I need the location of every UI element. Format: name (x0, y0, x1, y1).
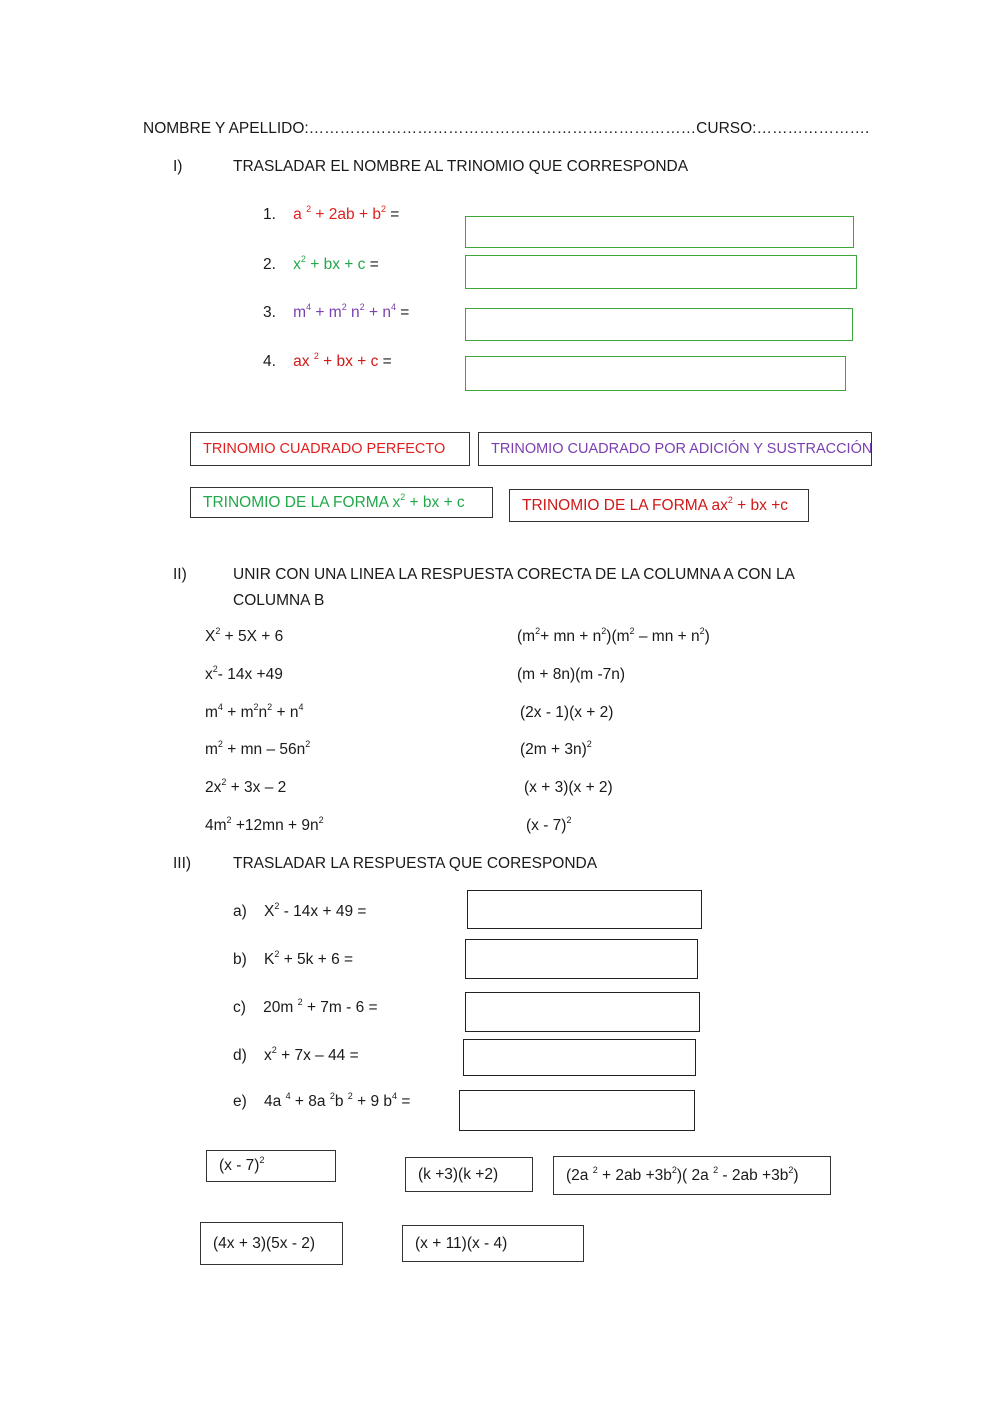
trinomial-item-2: 2. $x^2$ + bx + c = (263, 254, 379, 273)
answer-box-b[interactable] (465, 939, 698, 979)
option-trinomio-forma-ax2[interactable]: TRINOMIO DE LA FORMA $ax^2$ + bx +c (509, 489, 809, 522)
answer-chip-3[interactable]: (2a $^2 + 2ab +3b^2$)( 2a $^2 - 2ab +3b^2$) (553, 1156, 831, 1195)
name-course-label: NOMBRE Y APELLIDO:…………………………………………………………………CURSO:…………………. (143, 120, 870, 137)
exercise-item-e: e) 4a $^4$ + 8a $^2$b $^2$ + 9 $b^4$ = (233, 1091, 411, 1110)
column-b-item[interactable]: (x + 3)(x + 2) (524, 779, 613, 796)
column-b-item[interactable]: ($m^2+$ mn + $n^2)(m^2$ – mn + $n^2$) (517, 626, 710, 645)
trinomial-item-4: 4. ax $^2$ + bx + c = (263, 351, 392, 370)
column-b-item[interactable]: (2x - 1)(x + 2) (520, 704, 614, 721)
trinomial-item-1: 1. a $^2 + 2ab + b^2$ = (263, 204, 400, 223)
answer-chip-2[interactable]: (k +3)(k +2) (405, 1157, 533, 1192)
answer-box-a[interactable] (467, 890, 702, 929)
trinomial-expression-4: ax $^2$ + bx + c (293, 351, 379, 370)
option-trinomio-cuadrado-perfecto[interactable]: TRINOMIO CUADRADO PERFECTO (190, 432, 470, 466)
answer-chip-1[interactable]: (x - 7)$^2$ (206, 1150, 336, 1182)
column-a-item[interactable]: $x^2-$ 14x +49 (205, 664, 283, 683)
section-2-title-line-1: UNIR CON UNA LINEA LA RESPUESTA CORECTA DE LA COLUMNA A CON LA (233, 566, 795, 583)
column-b-item[interactable]: (m + 8n)(m -7n) (517, 666, 626, 683)
column-b-item[interactable]: $(2m + 3n)^2$ (520, 739, 592, 758)
trinomial-item-3: 3. $m^4 + m^2$ $n^2 + n^4$ = (263, 302, 410, 321)
option-trinomio-adicion-sustraccion[interactable]: TRINOMIO CUADRADO POR ADICIÓN Y SUSTRACCIÓN (478, 432, 872, 466)
column-a-item[interactable]: $2x^2 + 3x - 2$ (205, 777, 287, 796)
section-2-title-line-2: COLUMNA B (233, 592, 325, 609)
column-a-item[interactable]: $m^4 + m^2n^2 + n^4$ (205, 702, 304, 721)
answer-chip-4[interactable]: (4x + 3)(5x - 2) (200, 1222, 343, 1265)
exercise-item-d: d) $x^2 + 7x - 44$ = (233, 1045, 359, 1064)
section-2-numeral: II) (173, 566, 187, 583)
trinomial-expression-2: $x^2$ + bx + c (293, 254, 366, 273)
column-a-item[interactable]: $4m^2 +12mn + 9n^2$ (205, 815, 324, 834)
answer-box-c[interactable] (465, 992, 700, 1032)
column-a-item[interactable]: $m^2$ + mn – $56n^2$ (205, 739, 311, 758)
trinomial-expression-3: $m^4 + m^2$ $n^2 + n^4$ (293, 302, 396, 321)
answer-box-e[interactable] (459, 1090, 695, 1131)
answer-chip-5[interactable]: (x + 11)(x - 4) (402, 1225, 584, 1262)
answer-box-d[interactable] (463, 1039, 696, 1076)
student-header (143, 120, 869, 138)
answer-box-1[interactable] (465, 216, 854, 248)
exercise-item-b: b) $K^2 + 5k + 6$ = (233, 949, 354, 968)
exercise-item-c: c) 20m $^2$ + 7m - 6 = (233, 997, 378, 1016)
answer-box-2[interactable] (465, 255, 857, 289)
section-1-numeral: I) (173, 158, 183, 175)
column-a-item[interactable]: $X^2 + 5X + 6$ (205, 626, 284, 645)
section-3-title: TRASLADAR LA RESPUESTA QUE CORESPONDA (233, 855, 598, 872)
answer-box-4[interactable] (465, 356, 846, 391)
section-1-title: TRASLADAR EL NOMBRE AL TRINOMIO QUE CORRESPONDA (233, 158, 689, 175)
trinomial-expression-1: a $^2 + 2ab + b^2$ (293, 204, 386, 223)
answer-box-3[interactable] (465, 308, 853, 341)
option-trinomio-forma-x2[interactable]: TRINOMIO DE LA FORMA $x^2$ + bx + c (190, 487, 493, 518)
section-3-numeral: III) (173, 855, 192, 872)
column-b-item[interactable]: (x - 7)$^2$ (526, 815, 572, 834)
exercise-item-a: a) $X^2 - 14x + 49$ = (233, 901, 367, 920)
